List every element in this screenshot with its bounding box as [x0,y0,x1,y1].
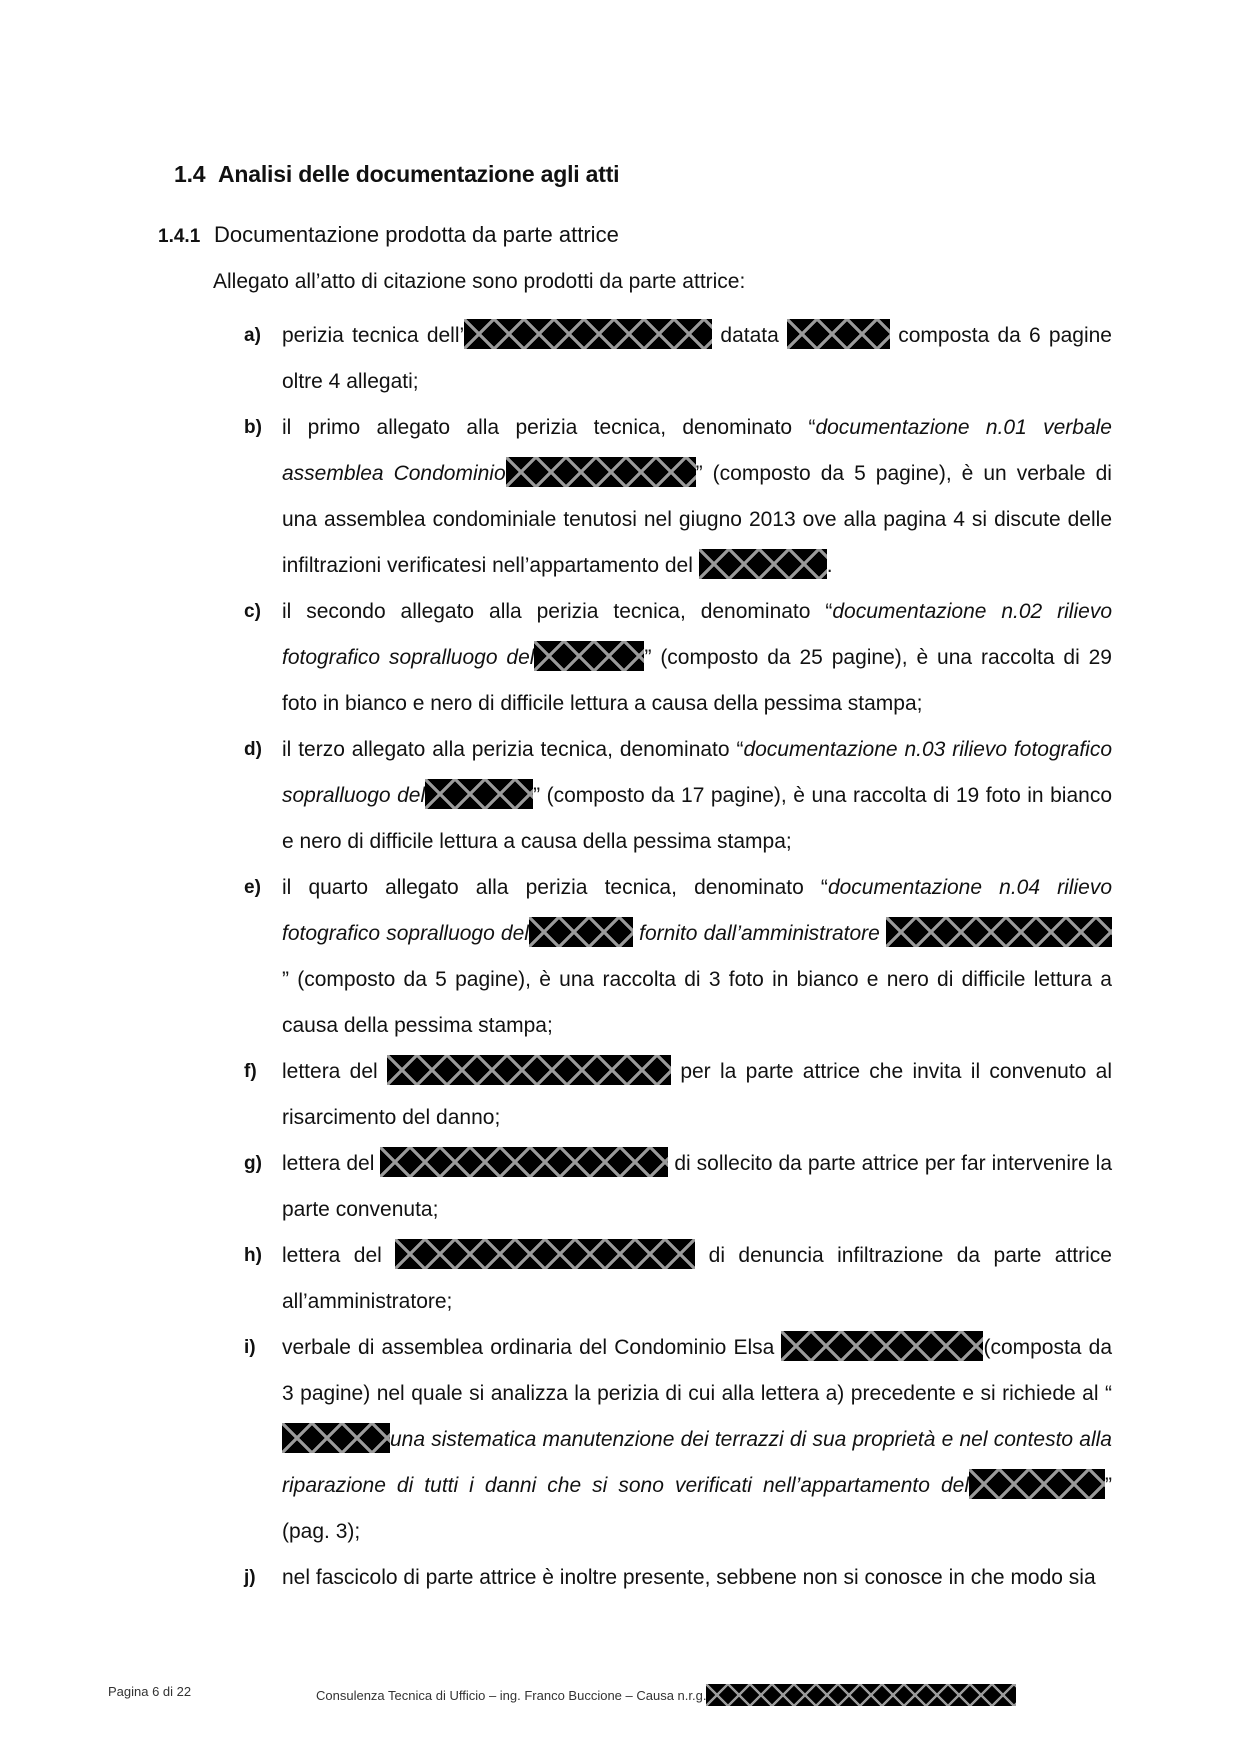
list-item-h [244,1233,1112,1325]
list-marker: e) [244,877,261,898]
list-item-g [244,1141,1112,1233]
italic-title: documentazione n.01 verbale assemblea Condominio [282,416,1112,485]
list-item-text [282,1325,1112,1555]
text-run: lettera del [282,1244,396,1267]
page-number: Pagina 6 di 22 [108,1684,192,1699]
section-title: Analisi delle documentazione agli atti [218,161,620,187]
redaction-box [969,1469,1105,1499]
list-item-i [244,1325,1112,1555]
text-run: per la parte attrice che invita il convenuto al risarcimento del danno; [282,1060,1112,1129]
list-marker: h) [244,1245,262,1266]
list-item-j [244,1555,1112,1601]
redaction-box [425,779,533,809]
text-run: lettera del [282,1152,381,1175]
list-item-f [244,1049,1112,1141]
subsection-heading [158,222,619,248]
list-item-a [244,313,1112,405]
text-run: il primo allegato alla perizia tecnica, denominato “ [282,416,816,439]
list-item-b [244,405,1112,589]
list-marker: d) [244,739,262,760]
footer-caption [316,1684,1016,1706]
redaction-box [787,319,890,349]
list-marker: f) [244,1061,257,1082]
redaction-box [529,917,633,947]
redaction-box [380,1147,668,1177]
redaction-box [282,1423,390,1453]
redaction-box [781,1331,983,1361]
text-run: composta da 6 pagine oltre 4 allegati; [282,324,1112,393]
list-item-text [282,865,1112,1049]
list-item-e [244,865,1112,1049]
text-run: il quarto allegato alla perizia tecnica, denominato “ [282,876,828,899]
text-run: datata [712,324,787,347]
redaction-box [387,1055,671,1085]
redaction-box [464,319,712,349]
italic-title: una sistematica manutenzione dei terrazzi di sua proprietà e nel contesto alla riparazione di tutti i danni che si sono verificati nell’appartamento del [282,1428,1112,1497]
redaction-box [395,1239,695,1269]
text-run: lettera del [282,1060,388,1083]
redaction-box [534,641,644,671]
list-item-text [282,1049,1112,1141]
text-run: di denuncia infiltrazione da parte attrice all’amministratore; [282,1244,1112,1313]
list-marker: j) [244,1567,256,1588]
italic-title: documentazione n.02 rilievo fotografico sopralluogo del [282,600,1112,669]
list-marker: b) [244,417,262,438]
text-run: ” (composto da 17 pagine), è una raccolta di 19 foto in bianco e nero di difficile lettura a causa della pessima stampa; [282,784,1112,853]
section-number: 1.4 [174,161,206,187]
list-item-text [282,405,1112,589]
list-marker: c) [244,601,261,622]
list-marker: a) [244,325,261,346]
redaction-box [886,917,1112,947]
list-item-d [244,727,1112,865]
text-run: ” (composto da 5 pagine), è un verbale di una assemblea condominiale tenutosi nel giugno 2013 ove alla pagina 4 si discute delle infiltrazioni verificatesi nell’appartamento del [282,462,1112,577]
text-run: . [826,554,833,577]
subsection-number: 1.4.1 [158,226,201,247]
text-run: il terzo allegato alla perizia tecnica, denominato “ [282,738,744,761]
subsection-title: Documentazione prodotta da parte attrice [214,222,619,247]
text-run: ” (composto da 5 pagine), è una raccolta di 3 foto in bianco e nero di difficile lettura a causa della pessima stampa; [282,968,1112,1037]
text-run: ” (composto da 25 pagine), è una raccolta di 29 foto in bianco e nero di difficile lettura a causa della pessima stampa; [282,646,1112,715]
footer-text: Consulenza Tecnica di Ufficio – ing. Franco Buccione – Causa n.r.g. [316,1688,707,1703]
text-run: ” (pag. 3); [282,1474,1112,1543]
list-item-text [282,1233,1112,1325]
list-item-text [282,727,1112,865]
list-marker: g) [244,1153,262,1174]
list-item-text: nel fascicolo di parte attrice è inoltre presente, sebbene non si conosce in che modo sia [282,1566,1096,1589]
list-item-text [282,313,1112,405]
list-item-text [282,589,1112,727]
redaction-box [699,549,827,579]
redaction-box [506,457,696,487]
text-run: il secondo allegato alla perizia tecnica, denominato “ [282,600,833,623]
text-run: (composta da 3 pagine) nel quale si analizza la perizia di cui alla lettera a) precedente e si richiede al “ [282,1336,1112,1405]
text-run: verbale di assemblea ordinaria del Condominio Elsa [282,1336,782,1359]
redaction-box [706,1684,1016,1706]
italic-title: fornito dall’amministratore [632,922,886,945]
attachment-list [244,313,1112,1601]
text-run: di sollecito da parte attrice per far intervenire la parte convenuta; [282,1152,1112,1221]
italic-title: documentazione n.04 rilievo fotografico sopralluogo del [282,876,1112,945]
list-item-c [244,589,1112,727]
text-run: perizia tecnica dell’ [282,324,465,347]
list-item-text [282,1141,1112,1233]
italic-title: documentazione n.03 rilievo fotografico sopralluogo del [282,738,1112,807]
section-heading [174,161,619,188]
list-marker: i) [244,1337,256,1358]
intro-paragraph: Allegato all’atto di citazione sono prodotti da parte attrice: [213,270,746,293]
